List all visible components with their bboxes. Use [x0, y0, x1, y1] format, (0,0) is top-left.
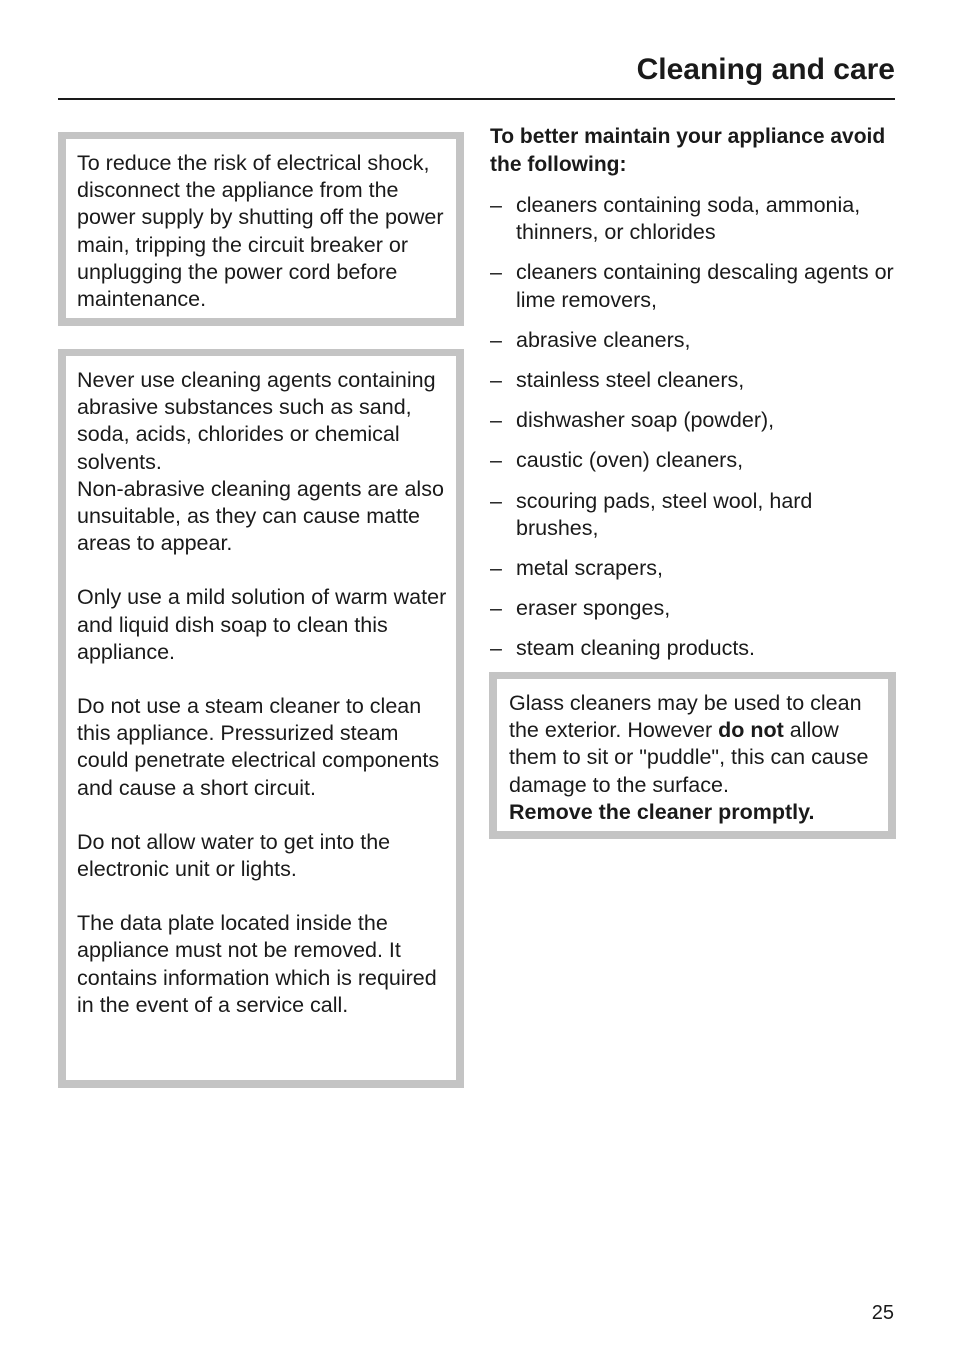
electrical-warning-text: To reduce the risk of electrical shock, disconnect the appliance from the power supply by shutting off the power main, tripping the circuit breaker or unplugging the power cord before maintenance. — [77, 151, 444, 312]
glass-cleaner-note — [509, 690, 882, 826]
avoid-item-text: metal scrapers, — [516, 556, 663, 581]
glass-note-text-1: Glass cleaners may be used to clean the exterior. However — [509, 691, 862, 743]
non-abrasive-warning-text: Non-abrasive cleaning agents are also unsuitable, as they can cause matte areas to appear. — [77, 476, 444, 556]
avoid-item-text: scouring pads, steel wool, hard brushes, — [516, 488, 813, 540]
avoid-item-text: abrasive cleaners, — [516, 327, 691, 352]
avoid-list — [490, 192, 896, 663]
glass-note-text-2: allow them to sit or "puddle", this can cause damage to the surface. — [509, 718, 869, 797]
avoid-item — [490, 635, 896, 662]
dash-bullet: – — [490, 368, 502, 393]
mild-solution-paragraph: Only use a mild solution of warm water and liquid dish soap to clean this appliance. — [77, 585, 447, 664]
dash-bullet: – — [490, 448, 502, 473]
abrasive-warning-paragraph — [77, 367, 452, 557]
avoid-section — [490, 123, 896, 663]
avoid-item — [490, 327, 896, 354]
avoid-item-text: steam cleaning products. — [516, 636, 756, 661]
dash-bullet: – — [490, 260, 502, 285]
glass-note-emphasis: do not — [718, 718, 784, 743]
data-plate-paragraph: The data plate located inside the appliance must not be removed. It contains information which is required in the event of a service call. — [77, 911, 437, 1017]
avoid-item-text: dishwasher soap (powder), — [516, 408, 775, 433]
avoid-item — [490, 555, 896, 582]
steam-cleaner-paragraph: Do not use a steam cleaner to clean this appliance. Pressurized steam could penetrate electrical components and cause a short circuit. — [77, 694, 440, 800]
abrasive-warning-text: Never use cleaning agents containing abrasive substances such as sand, soda, acids, chlorides or chemical solvents. — [77, 368, 436, 474]
avoid-item-text: cleaners containing descaling agents or lime removers, — [516, 260, 894, 312]
avoid-item — [490, 367, 896, 394]
dash-bullet: – — [490, 327, 502, 352]
page-title: Cleaning and care — [636, 53, 895, 86]
dash-bullet: – — [490, 488, 502, 513]
water-warning-paragraph: Do not allow water to get into the electronic unit or lights. — [77, 829, 391, 882]
dash-bullet: – — [490, 596, 502, 621]
dash-bullet: – — [490, 193, 502, 217]
avoid-item — [490, 595, 896, 622]
dash-bullet: – — [490, 636, 502, 661]
dash-bullet: – — [490, 556, 502, 581]
avoid-item — [490, 447, 896, 474]
glass-note-instruction: Remove the cleaner promptly. — [509, 799, 815, 824]
avoid-item — [490, 192, 896, 246]
glass-cleaner-note-box — [489, 672, 896, 839]
avoid-heading: To better maintain your appliance avoid the following: — [490, 125, 886, 176]
page-number: 25 — [871, 1302, 894, 1324]
avoid-item — [490, 488, 896, 542]
avoid-item-text: stainless steel cleaners, — [516, 368, 745, 393]
electrical-warning-box — [58, 132, 464, 326]
avoid-item-text: cleaners containing soda, ammonia, thinners, or chlorides — [516, 193, 861, 245]
avoid-item-text: eraser sponges, — [516, 596, 671, 621]
avoid-item — [490, 407, 896, 434]
header-divider — [58, 98, 895, 100]
avoid-item-text: caustic (oven) cleaners, — [516, 448, 744, 473]
dash-bullet: – — [490, 408, 502, 433]
cleaning-warning-box — [58, 349, 464, 1088]
avoid-item — [490, 259, 896, 313]
